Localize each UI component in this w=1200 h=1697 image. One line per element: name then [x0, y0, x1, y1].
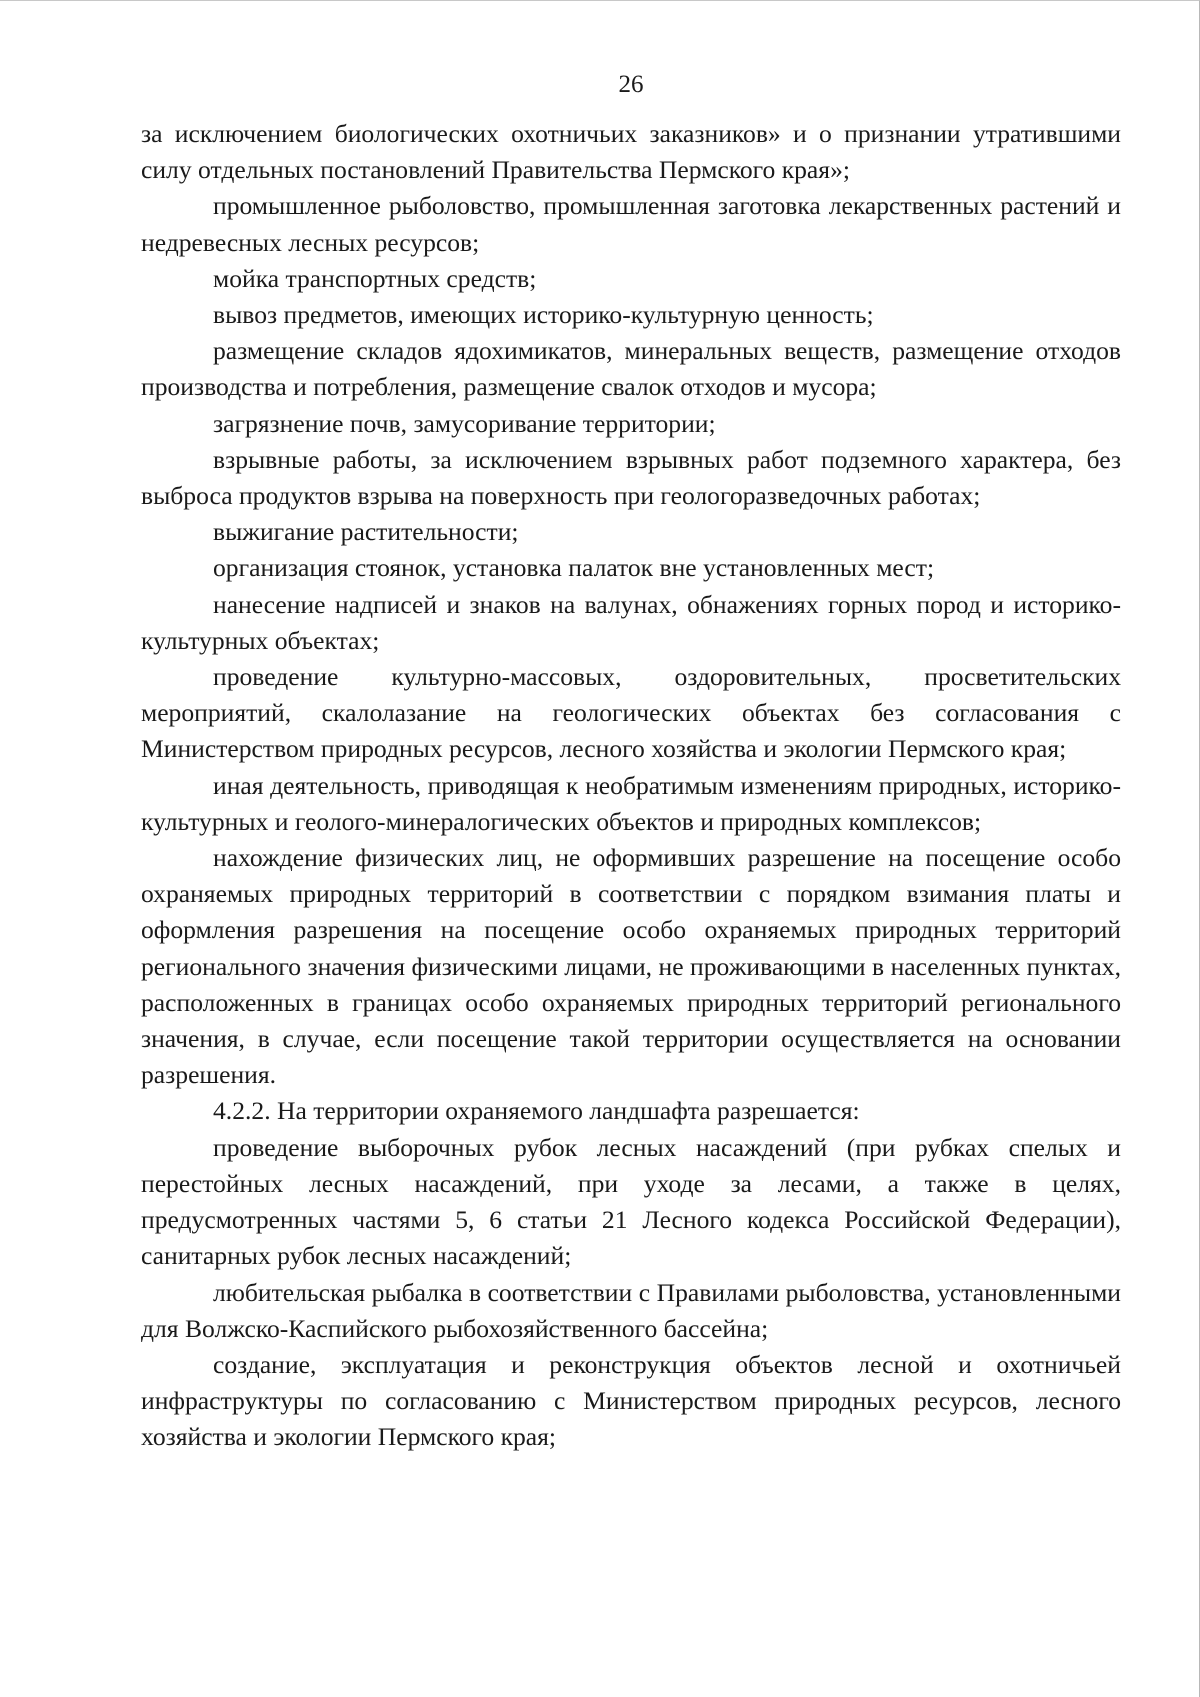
- paragraph: мойка транспортных средств;: [213, 263, 537, 293]
- paragraph: создание, эксплуатация и реконструкция объектов лесной и охотничьей инфраструктуры по согласованию с Министерством природных ресурсов, лесного хозяйства и экологии Пермского края;: [141, 1349, 1121, 1452]
- page-number: 26: [618, 71, 644, 98]
- paragraph: иная деятельность, приводящая к необратимым изменениям природных, историко-культурных и геолого-минералогических объектов и природных комплексов;: [141, 770, 1121, 836]
- document-body: [141, 116, 1121, 1456]
- paragraph: загрязнение почв, замусоривание территории;: [213, 408, 716, 438]
- paragraph: организация стоянок, установка палаток вне установленных мест;: [213, 553, 935, 583]
- paragraph: взрывные работы, за исключением взрывных работ подземного характера, без выброса продуктов взрыва на поверхность при геологоразведочных работах;: [141, 444, 1121, 511]
- paragraph: промышленное рыболовство, промышленная заготовка лекарственных растений и недревесных лесных ресурсов;: [141, 191, 1121, 257]
- paragraph: нахождение физических лиц, не оформивших разрешение на посещение особо охраняемых природных территорий в соответствии с порядком взимания платы и оформления разрешения на посещение особо охраняемых природных территорий регионального значения физическими лицами, не проживающими в населенных пунктах, расположенных в границах особо охраняемых природных территорий регионального значения, в случае, если посещение такой территории осуществляется на основании разрешения.: [141, 843, 1121, 1090]
- paragraph: нанесение надписей и знаков на валунах, обнажениях горных пород и историко-культурных объектах;: [141, 589, 1121, 655]
- paragraph: вывоз предметов, имеющих историко-культурную ценность;: [213, 300, 874, 330]
- paragraph: размещение складов ядохимикатов, минеральных веществ, размещение отходов производства и потребления, размещение свалок отходов и мусора;: [141, 336, 1121, 402]
- paragraph: за исключением биологических охотничьих заказников» и о признании утратившими силу отдельных постановлений Правительства Пермского края»;: [141, 119, 1121, 185]
- paragraph: выжигание растительности;: [213, 517, 519, 547]
- paragraph: проведение выборочных рубок лесных насаждений (при рубках спелых и перестойных лесных насаждений, при уходе за лесами, а также в целях, предусмотренных частями 5, 6 статьи 21 Лесного кодекса Российской Федерации), санитарных рубок лесных насаждений;: [141, 1132, 1121, 1271]
- paragraph: любительская рыбалка в соответствии с Правилами рыболовства, установленными для Волжско-Каспийского рыбохозяйственного бассейна;: [141, 1277, 1121, 1343]
- paragraph: проведение культурно-массовых, оздоровительных, просветительских мероприятий, скалолазание на геологических объектах без согласования с Министерством природных ресурсов, лесного хозяйства и экологии Пермского края;: [141, 662, 1121, 764]
- section-heading: 4.2.2. На территории охраняемого ландшафта разрешается:: [213, 1096, 860, 1126]
